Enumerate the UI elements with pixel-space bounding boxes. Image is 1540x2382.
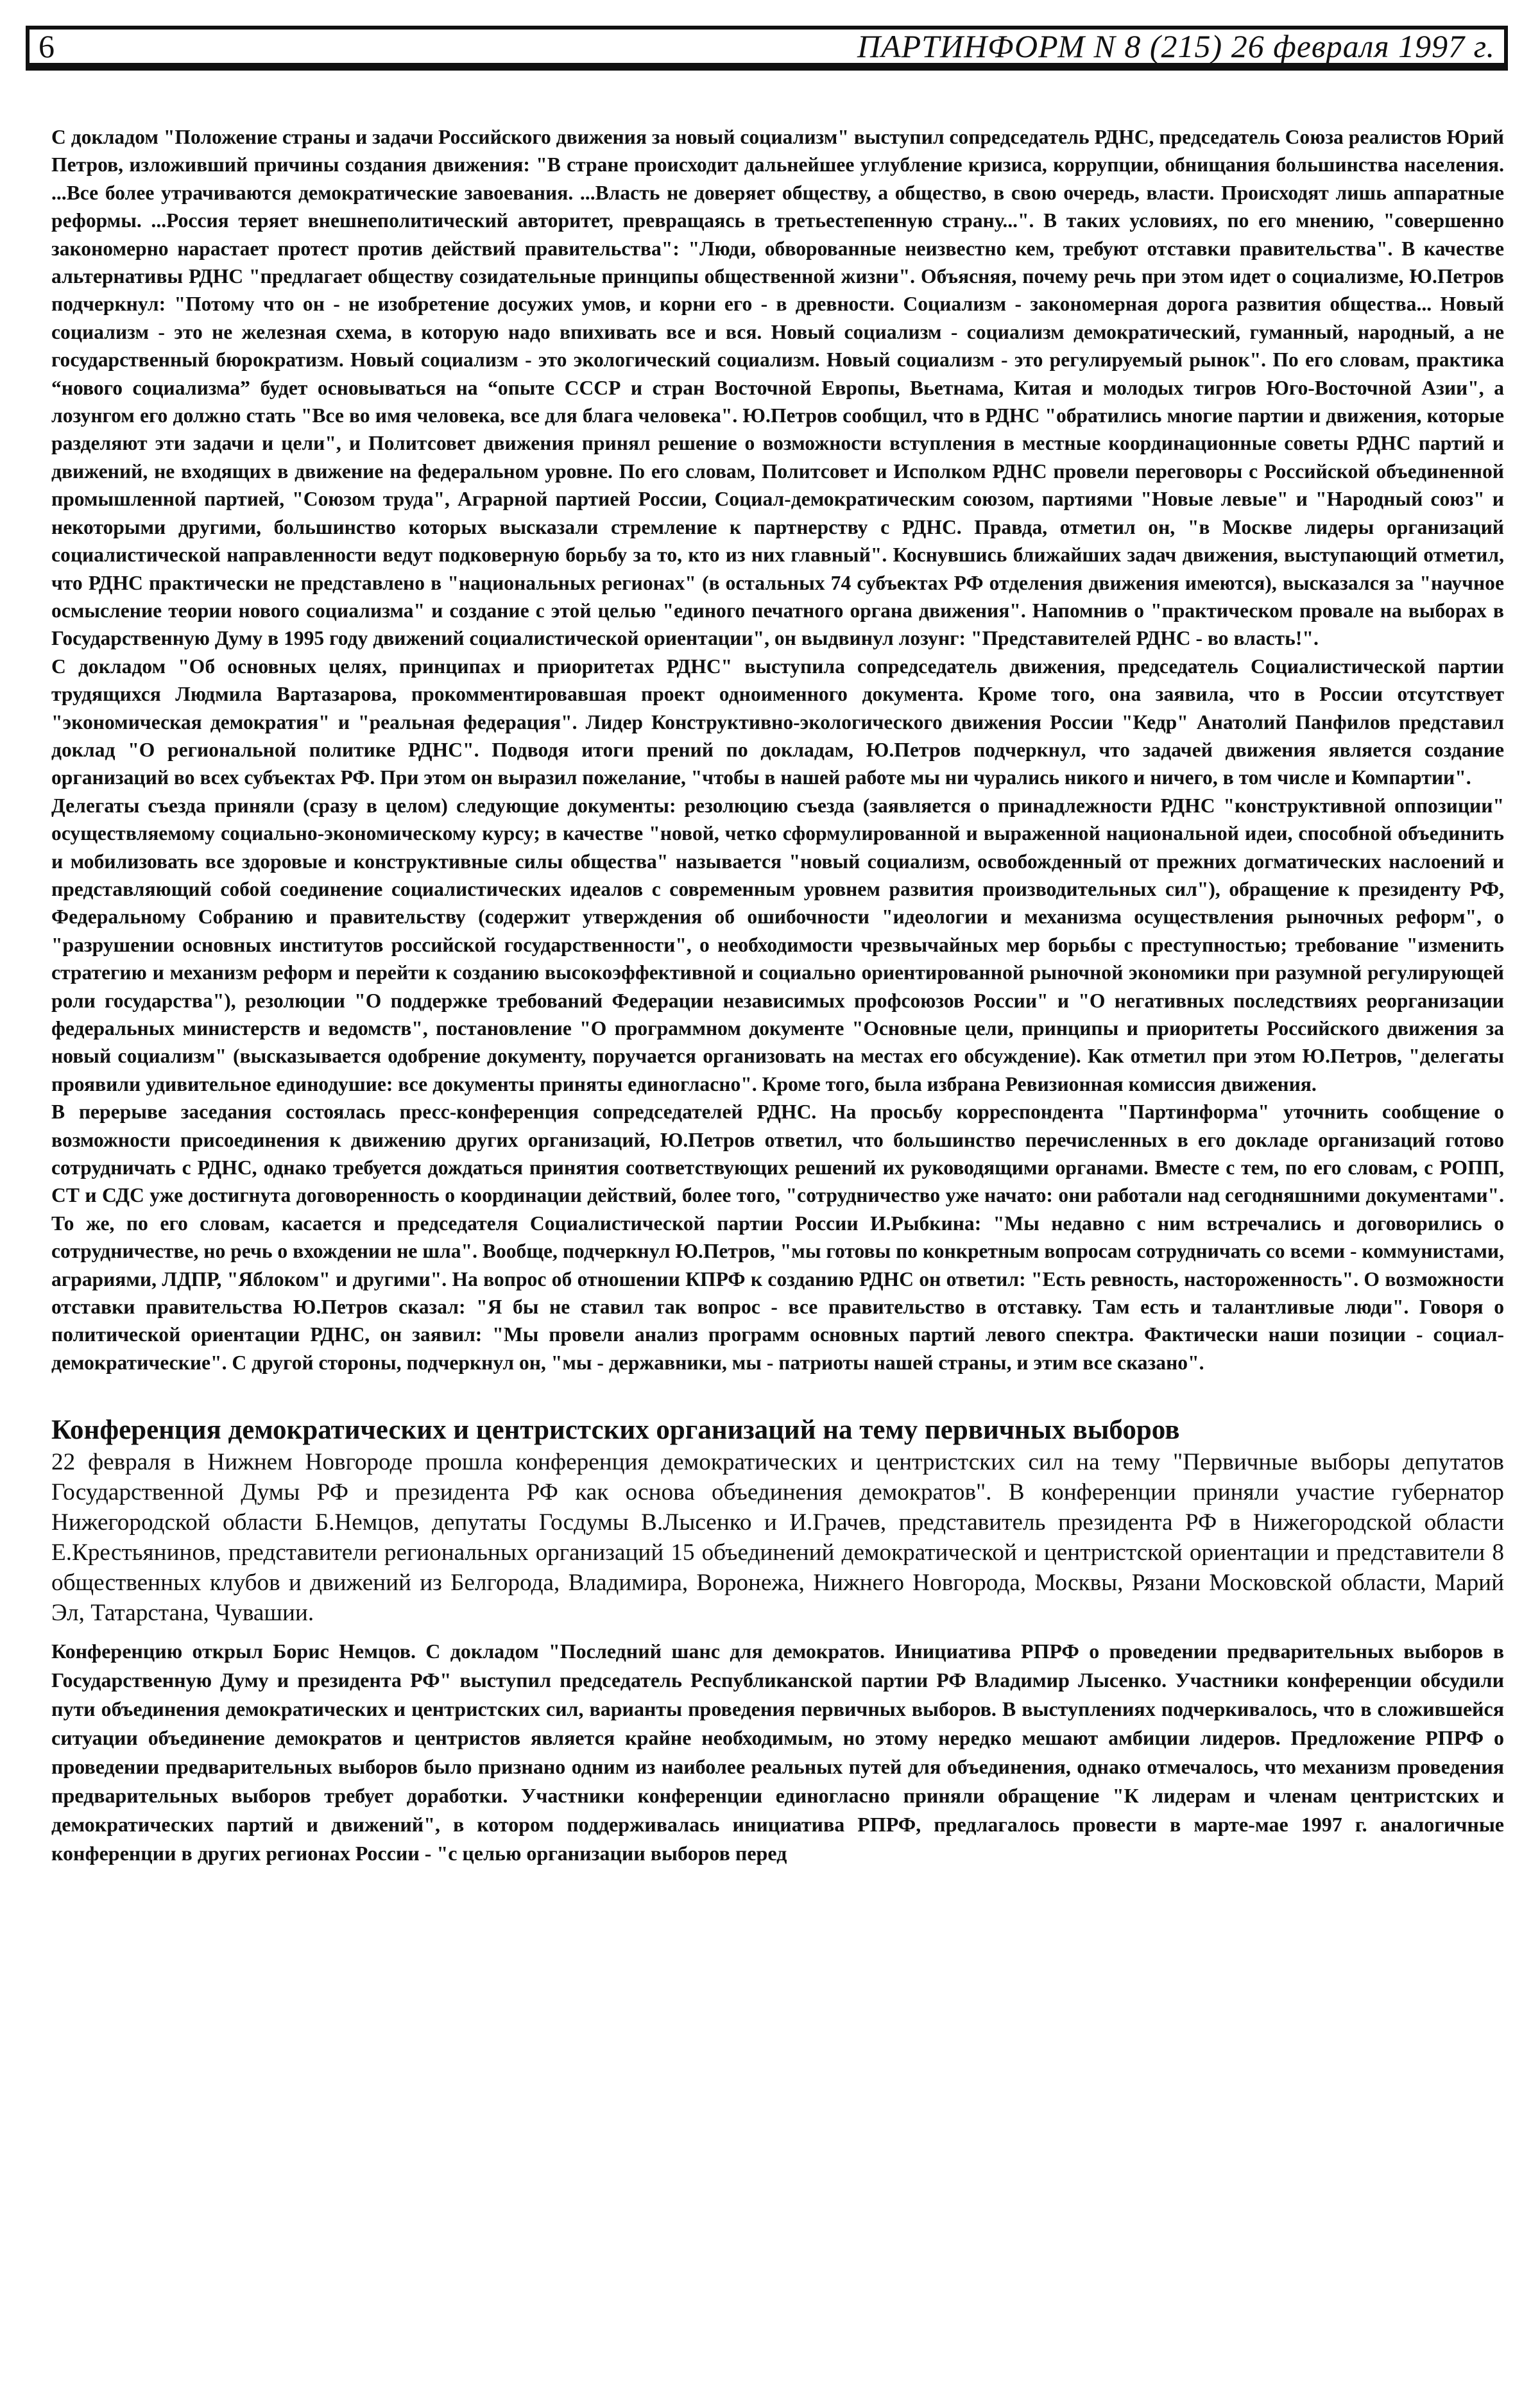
article-rdns-congress (51, 123, 1504, 1376)
article-lead-paragraph: 22 февраля в Нижнем Новгороде прошла конференция демократических и центристских сил на тему "Первичные выборы депутатов Государственной Думы РФ и президента РФ как основа объединения демократов". В конференции приняли участие губернатор Нижегородской области Б.Немцов, депутаты Госдумы В.Лысенко и И.Грачев, представитель президента РФ в Нижегородской области Е.Крестьянинов, представители региональных организаций 15 объединений демократической и центристской ориентации и представители 8 общественных клубов и движений из Белгорода, Владимира, Воронежа, Нижнего Новгорода, Москвы, Рязани Московской области, Марий Эл, Татарстана, Чувашии. (51, 1449, 1504, 1627)
article-heading: Конференция демократических и центристских организаций на тему первичных выборов (51, 1415, 1180, 1446)
article-paragraph: Делегаты съезда приняли (сразу в целом) следующие документы: резолюцию съезда (заявляется о принадлежности РДНС "конструктивной оппозиции" осуществляемому социально-экономическому курсу; в качестве "новой, четко сформулированной и выраженной национальной идеи, способной объединить и мобилизовать все здоровые и конструктивные силы общества" называется "новый социализм, освобожденный от прежних догматических наслоений и представляющий собой соединение социалистических идеалов с современным уровнем развития производительных сил"), обращение к президенту РФ, Федеральному Собранию и правительству (содержит утверждения об ошибочности "идеологии и механизма осуществления рыночных реформ", о "разрушении основных институтов российской государственности", о необходимости чрезвычайных мер борьбы с преступностью; требование "изменить стратегию и механизм реформ и перейти к созданию высокоэффективной и социально ориентированной рыночной экономики при разумной регулирующей роли государства"), резолюции "О поддержке требований Федерации независимых профсоюзов России" и "О негативных последствиях реорганизации федеральных министерств и ведомств", постановление "О программном документе "Основные цели, принципы и приоритеты Российского движения за новый социализм" (высказывается одобрение документу, поручается организовать на местах его обсуждение). Как отметил при этом Ю.Петров, "делегаты проявили удивительное единодушие: все документы приняты единогласно". Кроме того, была избрана Ревизионная комиссия движения. (51, 794, 1504, 1095)
page-header (26, 26, 1508, 71)
article-paragraph: В перерыве заседания состоялась пресс-конференция сопредседателей РДНС. На просьбу корреспондента "Партинформа" уточнить сообщение о возможности присоединения к движению других организаций, Ю.Петров ответил, что большинство перечисленных в его докладе организаций готово сотрудничать с РДНС, однако требуется дождаться принятия соответствующих решений их руководящими органами. Вместе с тем, по его словам, с РОПП, СТ и СДС уже достигнута договоренность о координации действий, более того, "сотрудничество уже начато: они работали над сегодняшними документами". То же, по его словам, касается и председателя Социалистической партии России И.Рыбкина: "Мы недавно с ним встречались и договорились о сотрудничестве, но речь о вхождении не шла". Вообще, подчеркнул Ю.Петров, "мы готовы по конкретным вопросам сотрудничать со всеми - коммунистами, аграриями, ЛДПР, "Яблоком" и другими". На вопрос об отношении КПРФ к созданию РДНС он ответил: "Есть ревность, настороженность". О возможности отставки правительства Ю.Петров сказал: "Я бы не ставил так вопрос - все правительство в отставку. Там есть и талантливые люди". Говоря о политической ориентации РДНС, он заявил: "Мы провели анализ программ основных партий левого спектра. Фактически наши позиции - социал-демократические". С другой стороны, подчеркнул он, "мы - державники, мы - патриоты нашей страны, и этим все сказано". (51, 1101, 1504, 1374)
article-primary-elections-conference (51, 1414, 1504, 1868)
running-title: ПАРТИНФОРМ N 8 (215) 26 февраля 1997 г. (857, 28, 1495, 64)
article-paragraph: Конференцию открыл Борис Немцов. С докладом "Последний шанс для демократов. Инициатива РПРФ о проведении предварительных выборов в Государственную Думу и президента РФ" выступил председатель Республиканской партии РФ Владимир Лысенко. Участники конференции обсудили пути объединения демократических и центристских сил, варианты проведения первичных выборов. В выступлениях подчеркивалось, что в сложившейся ситуации объединение демократов и центристов является крайне необходимым, но этому нередко мешают амбиции лидеров. Предложение РПРФ о проведении предварительных выборов было признано одним из наиболее реальных путей для объединения, однако отмечалось, что механизм проведения предварительных выборов требует доработки. Участники конференции единогласно приняли обращение "К лидерам и членам центристских и демократических партий и движений", в котором поддерживалась инициатива РПРФ, предлагалось провести в марте-мае 1997 г. аналогичные конференции в других регионах России - "с целью организации выборов перед (51, 1640, 1504, 1865)
body-column (51, 123, 1504, 1868)
article-paragraph: С докладом "Положение страны и задачи Российского движения за новый социализм" выступил сопредседатель РДНС, председатель Союза реалистов Юрий Петров, изложивший причины создания движения: "В стране происходит дальнейшее углубление кризиса, коррупции, обнищания большинства населения. ...Все более утрачиваются демократические завоевания. ...Власть не доверяет обществу, а общество, в свою очередь, власти. Происходят лишь аппаратные реформы. ...Россия теряет внешнеполитический авторитет, превращаясь в третьестепенную страну...". В таких условиях, по его мнению, "совершенно закономерно нарастает протест против действий правительства": "Люди, обворованные неизвестно кем, требуют отставки правительства". В качестве альтернативы РДНС "предлагает обществу созидательные принципы общественной жизни". Объясняя, почему речь при этом идет о социализме, Ю.Петров подчеркнул: "Потому что он - не изобретение досужих умов, и корни его - в древности. Социализм - закономерная дорога развития общества... Новый социализм - это не железная схема, в которую надо впихивать все и вся. Новый социализм - социализм демократический, гуманный, народный, а не государственный бюрократизм. Новый социализм - это экологический социализм. Новый социализм - это регулируемый рынок". По его словам, практика “нового социализма” будет основываться на “опыте СССР и стран Восточной Европы, Вьетнама, Китая и молодых тигров Юго-Восточной Азии", а лозунгом его должно стать "Все во имя человека, все для блага человека". Ю.Петров сообщил, что в РДНС "обратились многие партии и движения, которые разделяют эти задачи и цели", и Политсовет движения принял решение о возможности вступления в местные координационные советы РДНС партий и движений, не входящих в движение на федеральном уровне. По его словам, Политсовет и Исполком РДНС провели переговоры с Российской объединенной промышленной партией, "Союзом труда", Аграрной партией России, Социал-демократическим союзом, партиями "Новые левые" и "Народный союз" и некоторыми другими, большинство которых высказали стремление к партнерству с РДНС. Правда, отметил он, "в Москве лидеры организаций социалистической направленности ведут подковерную борьбу за то, кто из них главный". Коснувшись ближайших задач движения, выступающий отметил, что РДНС практически не представлено в "национальных регионах" (в остальных 74 субъектах РФ отделения движения имеются), высказался за "научное осмысление теории нового социализма" и создание с этой целью "единого печатного органа движения". Напомнив о "практическом провале на выборах в Государственную Думу в 1995 году движений социалистической ориентации", он выдвинул лозунг: "Представителей РДНС - во власть!". (51, 126, 1504, 650)
page-number: 6 (38, 28, 55, 64)
article-paragraph: С докладом "Об основных целях, принципах и приоритетах РДНС" выступила сопредседатель движения, председатель Социалистической партии трудящихся Людмила Вартазарова, прокомментировавшая проект одноименного документа. Кроме того, она заявила, что в России отсутствует "экономическая демократия" и "реальная федерация". Лидер Конструктивно-экологического движения России "Кедр" Анатолий Панфилов представил доклад "О региональной политике РДНС". Подводя итоги прений по докладам, Ю.Петров подчеркнул, что задачей движения является создание организаций во всех субъектах РФ. При этом он выразил пожелание, "чтобы в нашей работе мы ни чурались никого и ничего, в том числе и Компартии". (51, 655, 1504, 789)
